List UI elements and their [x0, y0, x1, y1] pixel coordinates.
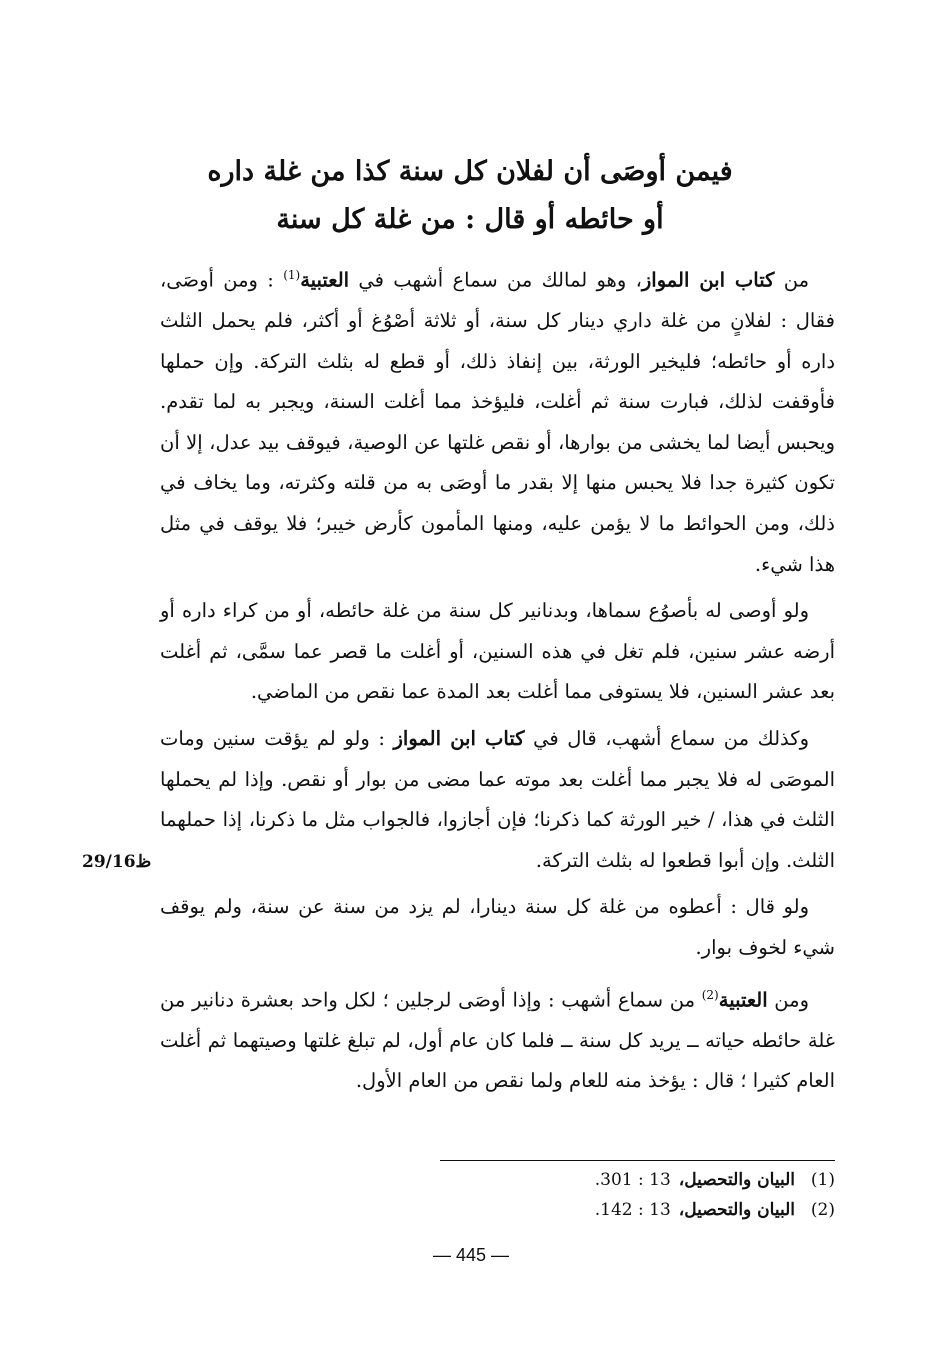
paragraph-5: [160, 975, 835, 1102]
source-name: كتاب ابن المواز: [641, 268, 775, 292]
footnote-number: (1): [810, 1170, 835, 1190]
footnote-reference: 13 : 142.: [594, 1200, 671, 1220]
chapter-title-line-1: فيمن أوصَى أن لفلان كل سنة كذا من غلة داره: [207, 156, 733, 187]
source-name: كتاب ابن المواز: [393, 727, 525, 751]
footnote-reference: 13 : 301.: [594, 1170, 671, 1190]
text-run: من: [774, 268, 810, 292]
paragraph-3: [160, 719, 835, 881]
text-run: من سماع أشهب : وإذا أوصَى لرجلين ؛ لكل واحد بعشرة دنانير من غلة حائطه حياته ــ يريد كل سنة ــ فلما كان عام أول، لم تبلغ غلتها وصيتهما ثم أغلت العام كثيرا ؛ قال : يؤخذ منه للعام ولما نقص من العام الأول.: [160, 988, 835, 1093]
footnote-marker: (2): [701, 987, 719, 1002]
footnote-source: البيان والتحصيل،: [678, 1170, 795, 1190]
footnote-source: البيان والتحصيل،: [678, 1200, 795, 1220]
text-run: ، وهو لمالك من سماع أشهب في: [349, 268, 642, 292]
chapter-title-line-2: أو حائطه أو قال : من غلة كل سنة: [276, 204, 664, 235]
page-number: — 445 —: [432, 1245, 510, 1265]
chapter-title: [150, 148, 790, 244]
paragraph-1: [160, 255, 835, 585]
source-name: العتبية: [718, 988, 768, 1012]
text-run: وكذلك من سماع أشهب، قال في: [524, 727, 809, 751]
source-name: العتبية: [300, 268, 350, 292]
footnote-number: (2): [810, 1200, 835, 1220]
paragraph-4: ولو قال : أعطوه من غلة كل سنة دينارا، لم يزد من سنة عن سنة، ولم يوقف شيء لخوف بوار.: [160, 895, 835, 959]
manuscript-folio-note: 29/16ظ: [82, 852, 152, 872]
body-text: [160, 255, 835, 1102]
footnote-1: [440, 1165, 835, 1195]
paragraph-2: ولو أوصى له بأصوُع سماها، وبدنانير كل سنة من غلة حائطه، أو من كراء داره أو أرضه عشر سنين، فلم تغل في هذه السنين، أو أغلت ما قصر عما سمَّى، ثم أغلت بعد عشر السنين، فلا يستوفى مما أغلت بعد المدة عما نقص من الماضي.: [160, 599, 835, 704]
text-run: : ومن أوصَى، فقال : لفلانٍ من غلة داري دينار كل سنة، أو ثلاثة أصْوُغ أو أكثر، فلم يحمل الثلث داره أو حائطه؛ فليخير الورثة، بين إنفاذ ذلك، أو قطع له بثلث التركة. وإن حملها فأوقفت لذلك، فبارت سنة ثم أغلت، فليؤخذ مما أغلت السنة، ويجبر به لما تقدم. ويحبس أيضا لما يخشى من بوارها، أو نقص غلتها عن الوصية، فيوقف بيد عدل، إلا أن تكون كثيرة جدا فلا يحبس منها إلا بقدر ما أوصَى به من قلته وكثرته، وما يخاف في ذلك، ومن الحوائط ما لا يؤمن عليه، ومنها المأمون كأرض خيبر؛ فلا يوقف في مثل هذا شيء.: [160, 268, 835, 576]
footnote-2: [440, 1195, 835, 1225]
footnotes: [440, 1160, 835, 1225]
footnote-marker: (1): [283, 268, 301, 282]
text-run: ومن: [767, 988, 809, 1012]
text-run: : ولو لم يؤقت سنين ومات الموصَى له فلا يجبر مما أغلت بعد موته عما مضى من بوار أو نقص. وإذا لم يحملها الثلث في هذا، / خير الورثة كما ذكرنا؛ فإن أجازوا، فالجواب مثل ما ذكرنا، إذا حملهما الثلث. وإن أبوا قطعوا له بثلث التركة.: [160, 727, 835, 872]
